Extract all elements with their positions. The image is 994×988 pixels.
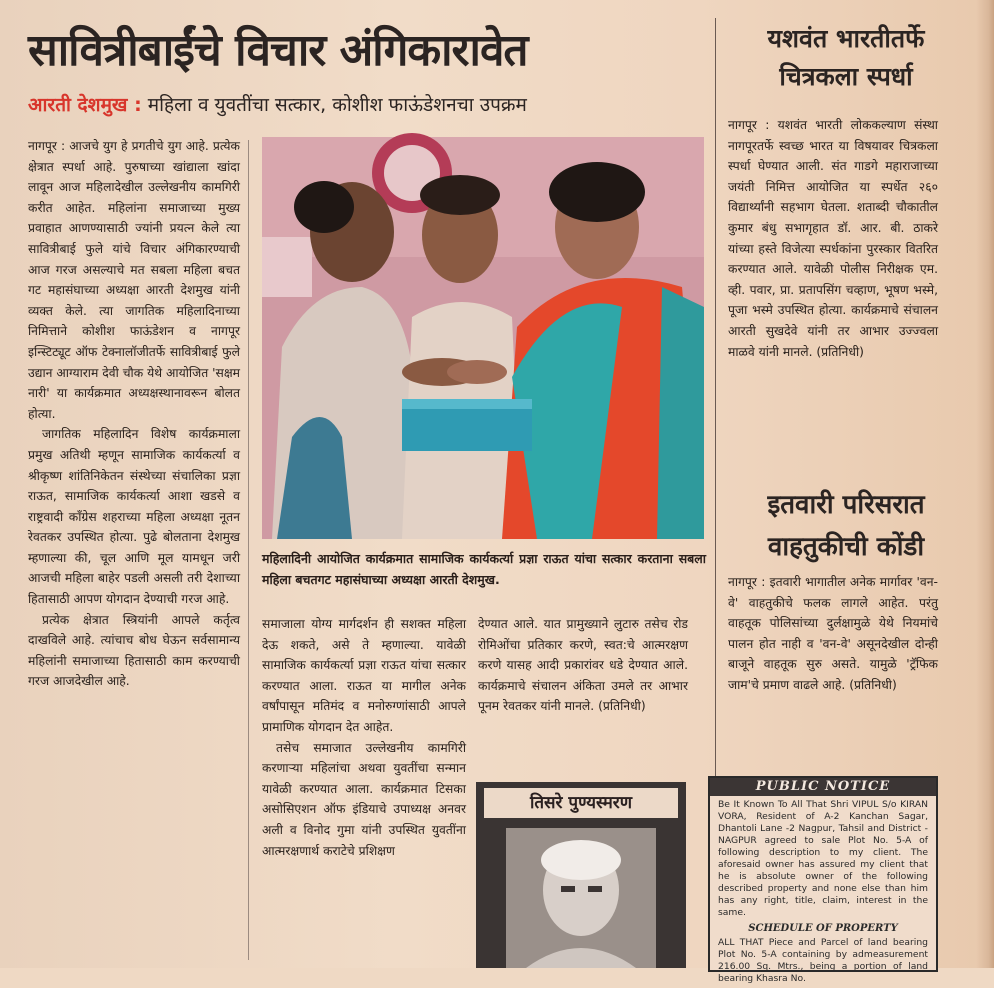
schedule-title: SCHEDULE OF PROPERTY: [748, 923, 898, 934]
right-headline-2: इतवारी परिसरात वाहतुकीची कोंडी: [767, 490, 925, 562]
article-paragraph: जागतिक महिलादिन विशेष कार्यक्रमाला प्रमुख अतिथी म्हणून सामाजिक कार्यकर्त्या व श्रीकृष्ण शांतिनिकेतन संस्थेच्या संचालिका प्रज्ञा राऊत, सामाजिक कार्यकर्त्या आशा खडसे व राष्ट्रवादी काँग्रेस शहराच्या महिला अध्यक्षा नूतन रेवतकर उपस्थित होत्या. पुढे बोलताना देशमुख म्हणाल्या की, चूल आणि मूल यामधून जरी आजची महिला बाहेर पडली असली तरी देशाच्या हितासाठी आपण योगदान देण्याची गरज आहे.: [28, 427, 240, 607]
memorial-ad: [476, 782, 686, 968]
article-paragraph: समाजाला योग्य मार्गदर्शन ही सशक्त महिला देऊ शकते, असे ते म्हणाल्या. यावेळी सामाजिक कार्यकर्त्या प्रज्ञा राऊत यांचा सत्कार करण्यात आला. राऊत या मागील अनेक वर्षांपासून मतिमंद व मनोरुग्णांसाठी आपले प्रामाणिक योगदान देत आहेत.: [262, 617, 466, 734]
article-paragraph: नागपूर : आजचे युग हे प्रगतीचे युग आहे. प्रत्येक क्षेत्रात स्पर्धा आहे. पुरुषाच्या खांद्याला खांदा लावून आज महिलादेखील उल्लेखनीय कामगिरी करीत आहेत. महिलांना समाजाच्या मुख्य प्रवाहात आणण्यासाठी ज्यांनी प्रयत्न केले त्या सावित्रीबाई फुले यांचे विचार अंगिकारण्याची आज गरज असल्याचे मत सबला महिला बचत गट महासंघाच्या अध्यक्षा आरती देशमुख यांनी व्यक्त केले. त्या जागतिक महिलादिनाच्या निमित्ताने कोशीश फाऊंडेशन व नागपूर इन्स्टिट्यूट ऑफ टेक्नालॉजीतर्फे सावित्रीबाई फुले उद्यान आग्याराम देवी चौक येथे आयोजित 'सक्षम नारी' या कार्यक्रमात अध्यक्षस्थानावरून बोलत होत्या.: [28, 139, 240, 421]
deck: महिला व युवतींचा सत्कार, कोशीश फाऊंडेशनचा उपक्रम: [141, 94, 527, 116]
article-column-1: [28, 136, 240, 692]
subheadline: [28, 92, 708, 118]
byline: आरती देशमुख :: [28, 94, 142, 116]
event-photo: [262, 137, 704, 539]
article-column-2: [262, 614, 466, 861]
article-paragraph: देण्यात आले. यात प्रामुख्याने लुटारु तसेच रोड रोमिओंचा प्रतिकार करणे, स्वत:चे आत्मरक्षण करणे यासह आदी प्रकारांवर धडे देण्यात आले. कार्यक्रमाचे संचालन अंकिता उमले तर आभार पूनम रेवतकर यांनी मानले. (प्रतिनिधी): [478, 617, 688, 714]
memorial-portrait: [506, 828, 656, 968]
portrait-illustration: [506, 828, 656, 968]
article-paragraph: तसेच समाजात उल्लेखनीय कामगिरी करणाऱ्या महिलांचा अथवा युवतींचा सन्मान यावेळी करण्यात आला. कार्यक्रमात टिसका असोसिएशन ऑफ इंडियाचे उपाध्यक्ष अनवर अली व विनोद गुमा यांनी उपस्थित युवतींना आत्मरक्षणार्थ कराटेचे प्रशिक्षण: [262, 740, 466, 858]
right-headline-1: यशवंत भारतीतर्फे चित्रकला स्पर्धा: [767, 24, 925, 91]
event-photo-illustration: [262, 137, 704, 539]
article-paragraph: प्रत्येक क्षेत्रात स्त्रियांनी आपले कर्तृत्व दाखविले आहे. त्यांचाच बोध घेऊन सर्वसामान्य महिलांनी समाजाच्या हितासाठी काम करण्याची गरज आजदेखील आहे.: [28, 612, 240, 689]
article-paragraph: नागपूर : इतवारी भागातील अनेक मार्गावर 'वन-वे' वाहतुकीचे फलक लागले आहेत. परंतु वाहतूक पोलिसांच्या दुर्लक्षामुळे येथे नियमांचे पालन होत नाही व 'वन-वे' असूनदेखील दोन्ही बाजूने वाहतूक सुरु असते. यामुळे 'ट्रॅफिक जाम'चे प्रमाण वाढले आहे. (प्रतिनिधी): [728, 575, 938, 692]
photo-caption: महिलादिनी आयोजित कार्यक्रमात सामाजिक कार्यकर्त्या प्रज्ञा राऊत यांचा सत्कार करताना सबला महिला बचतगट महासंघाच्या अध्यक्षा आरती देशमुख.: [262, 551, 706, 587]
main-headline: सावित्रीबाईंचे विचार अंगिकारावेत: [28, 25, 528, 76]
torn-edge: [976, 0, 994, 968]
right-article-2: [728, 572, 938, 696]
notice-text: Be It Known To All That Shri VIPUL S/o KIRAN VORA, Resident of A-2 Kanchan Sagar, Dhantoli Lane -2 Nagpur, Tahsil and District - NAGPUR agreed to sale Plot No. 5-A of following description to my client. The aforesaid owner has assured my client that he is absolute owner of the following described property and none else than him has any right, title, claim, interest in the same.: [718, 799, 928, 918]
notice-title: PUBLIC NOTICE: [710, 778, 936, 796]
public-notice: [708, 776, 938, 984]
schedule-text: ALL THAT Piece and Parcel of land bearing Plot No. 5-A containing by admeasurement 216.00 Sq. Mtrs., being a portion of land bearing Khasra No.: [718, 937, 928, 984]
right-article-1: [728, 115, 938, 362]
memorial-title: तिसरे पुण्यस्मरण: [484, 788, 678, 818]
article-column-3: [478, 614, 688, 717]
notice-body: [710, 796, 936, 988]
article-paragraph: नागपूर : यशवंत भारती लोककल्याण संस्था नागपूरतर्फे स्वच्छ भारत या विषयावर चित्रकला स्पर्धा घेण्यात आली. संत गाडगे महाराजाच्या जयंती निमित्त आयोजित या स्पर्धेत २६० विद्यार्थ्यांनी सहभाग घेतला. शताब्दी चौकातील कुमार बंधु सभागृहात डॉ. आर. बी. ठाकरे यांच्या हस्ते विजेत्या स्पर्धकांना पुरस्कार वितरित करण्यात आले. यावेळी पोलीस निरीक्षक एम. व्ही. पवार, प्रा. प्रतापसिंग चव्हाण, भूषण भस्मे, पूजा भस्मे उपस्थित होत्या. कार्यक्रमाचे संचालन आरती सुखदेवे यांनी तर आभार उज्ज्वला माळवे यांनी मानले. (प्रतिनिधी): [728, 118, 938, 359]
column-rule: [248, 140, 249, 960]
